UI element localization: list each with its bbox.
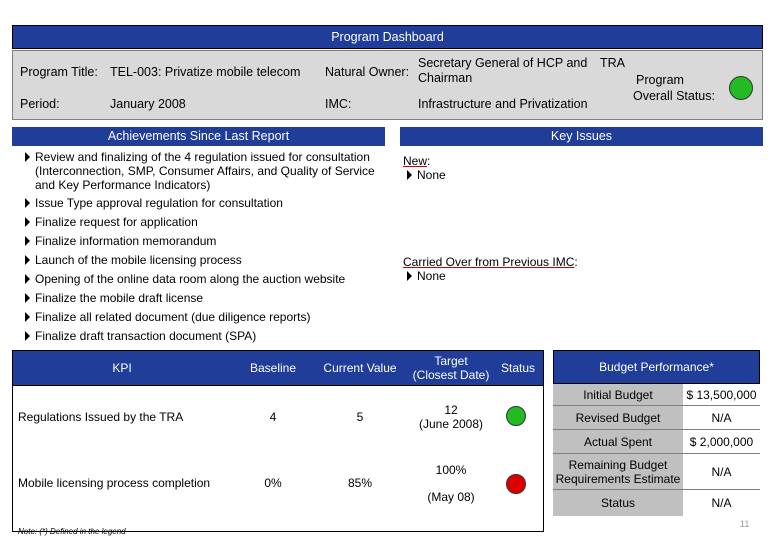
kpi-name: Regulations Issued by the TRA	[18, 410, 184, 424]
achievement-item: Opening of the online data room along the auction website	[25, 272, 380, 291]
achievement-item: Launch of the mobile licensing process	[25, 253, 380, 272]
achievement-item: Finalize draft transaction document (SPA)	[25, 329, 380, 348]
budget-row-label: Status	[553, 490, 683, 516]
budget-row	[553, 454, 760, 490]
kpi-col-header: KPI	[112, 361, 132, 375]
overall-status-indicator	[729, 76, 753, 100]
budget-row-value: N/A	[683, 490, 760, 516]
bullet-arrow-icon	[25, 331, 30, 341]
dashboard-title-bar	[12, 25, 763, 49]
key-issues-new-heading: New:	[403, 154, 431, 168]
kpi-target: 12 (June 2008)	[418, 403, 484, 431]
bullet-arrow-icon	[25, 152, 30, 162]
bullet-arrow-icon	[25, 255, 30, 265]
period-value: January 2008	[110, 97, 186, 111]
kpi-current-value: 5	[356, 410, 364, 424]
bullet-arrow-icon	[25, 217, 30, 227]
target-col-header: Target (Closest Date)	[412, 354, 490, 382]
kpi-status-indicator-green	[506, 406, 526, 426]
natural-owner-tra: TRA	[600, 56, 625, 70]
budget-row-label: Actual Spent	[553, 430, 683, 453]
budget-header-bar	[553, 350, 760, 384]
key-issues-carried-heading: Carried Over from Previous IMC:	[403, 255, 578, 269]
kpi-baseline: 4	[269, 410, 277, 424]
kpi-target-date: (May 08)	[427, 490, 475, 504]
budget-row	[553, 384, 760, 406]
budget-row-value: N/A	[683, 406, 760, 429]
achievement-item: Finalize information memorandum	[25, 234, 380, 253]
achievements-list	[25, 150, 380, 348]
status-col-header: Status	[500, 361, 536, 375]
bullet-arrow-icon	[25, 274, 30, 284]
key-issues-header: Key Issues	[550, 129, 613, 143]
natural-owner-value: Secretary General of HCP and	[418, 56, 588, 70]
kpi-status-indicator-red	[506, 474, 526, 494]
key-issues-header-bar	[400, 127, 763, 146]
achievement-item: Issue Type approval regulation for consultation	[25, 196, 380, 215]
bullet-arrow-icon	[25, 312, 30, 322]
imc-value: Infrastructure and Privatization	[418, 97, 588, 111]
imc-label: IMC:	[325, 97, 352, 111]
baseline-col-header: Baseline	[249, 361, 297, 375]
achievements-header-bar	[12, 127, 385, 146]
achievement-item: Finalize all related document (due diligence reports)	[25, 310, 380, 329]
key-issue-new-item: None	[407, 168, 446, 182]
budget-row-value: N/A	[683, 454, 760, 489]
bullet-arrow-icon	[25, 198, 30, 208]
key-issue-carried-item: None	[407, 269, 446, 283]
overall-status-label-line2: Overall Status:	[633, 89, 715, 103]
budget-row-value: $ 2,000,000	[683, 430, 760, 453]
budget-row	[553, 430, 760, 454]
budget-row-label: Revised Budget	[553, 406, 683, 429]
dashboard-title: Program Dashboard	[331, 30, 444, 44]
natural-owner-value-line2: Chairman	[418, 71, 473, 85]
achievement-item: Finalize request for application	[25, 215, 380, 234]
budget-row-label: Initial Budget	[553, 384, 683, 405]
bullet-arrow-icon	[407, 271, 412, 281]
budget-row	[553, 490, 760, 516]
kpi-target: 100%	[435, 463, 467, 477]
kpi-baseline: 0%	[264, 476, 282, 490]
achievement-item: Review and finalizing of the 4 regulation issued for consultation (Interconnection, SMP, Consumer Affairs, and Quality of Service and Key Performance Indicators)	[25, 150, 380, 196]
budget-header: Budget Performance*	[599, 360, 714, 374]
program-title-value: TEL-003: Privatize mobile telecom	[110, 65, 301, 79]
natural-owner-label: Natural Owner:	[325, 65, 410, 79]
overall-status-label: Program	[636, 73, 684, 87]
bullet-arrow-icon	[25, 236, 30, 246]
bullet-arrow-icon	[407, 170, 412, 180]
achievement-item: Finalize the mobile draft license	[25, 291, 380, 310]
budget-row-value: $ 13,500,000	[683, 384, 760, 405]
budget-row-label: Remaining Budget Requirements Estimate	[553, 454, 683, 489]
budget-row	[553, 406, 760, 430]
current-value-col-header: Current Value	[323, 361, 397, 375]
kpi-name: Mobile licensing process completion	[18, 476, 211, 490]
period-label: Period:	[20, 97, 60, 111]
achievements-header: Achievements Since Last Report	[107, 129, 290, 143]
kpi-current-value: 85%	[347, 476, 373, 490]
page-number: 11	[740, 519, 750, 529]
bullet-arrow-icon	[25, 293, 30, 303]
legend-note: Note: (*) Defined in the legend	[18, 527, 126, 536]
program-title-label: Program Title:	[20, 65, 98, 79]
